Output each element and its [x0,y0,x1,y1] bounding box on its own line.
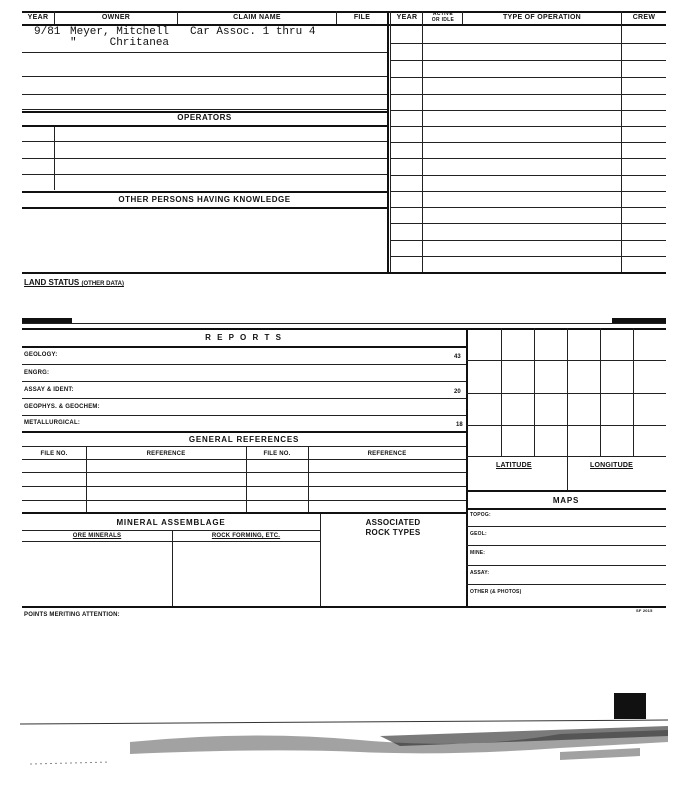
report-assay-num: 20 [454,389,461,395]
report-geology-num: 43 [454,354,461,360]
header-claim-name: CLAIM NAME [233,14,281,21]
claim-row-2-owner: " Chritanea [70,37,170,49]
land-status-label: LAND STATUS (OTHER DATA) [24,278,124,287]
claim-row-1-claim-name: Car Assoc. 1 thru 4 [190,26,316,38]
header-crew: CREW [632,14,656,21]
header-active: ACTIVE [432,11,454,17]
report-engrg: ENGRG: [24,370,50,376]
header-year: YEAR [27,14,49,21]
report-metallurgical: METALLURGICAL: [24,420,81,426]
header-file: FILE [353,14,371,21]
maps-title: MAPS [552,496,580,505]
map-geol: GEOL: [470,531,487,537]
header-op-year: YEAR [396,14,418,21]
associated-rock-types: ASSOCIATED ROCK TYPES [365,518,421,537]
bottom-section-border [22,606,666,608]
claim-row-1-year: 9/81 [34,26,61,38]
map-assay: ASSAY: [470,570,490,576]
ref-header-reference-2: REFERENCE [367,451,407,457]
reports-title: R E P O R T S [205,333,283,342]
claims-section-bottom [22,272,666,274]
other-persons-title: OTHER PERSONS HAVING KNOWLEDGE [118,195,291,204]
center-divider [387,11,389,273]
report-geology: GEOLOGY: [24,352,58,358]
form-code: SF 2015 [636,608,653,613]
report-assay: ASSAY & IDENT: [24,387,74,393]
points-meriting-attention: POINTS MERITING ATTENTION: [24,612,120,618]
operators-title: OPERATORS [177,113,232,122]
header-or-idle: OR IDLE [431,17,455,23]
map-other-photos: OTHER (& PHOTOS) [470,589,522,595]
report-geophys: GEOPHYS. & GEOCHEM: [24,404,100,410]
header-active-idle [423,11,463,23]
ref-header-reference-1: REFERENCE [146,451,186,457]
ref-header-file-no-2: FILE NO. [263,451,291,457]
general-references-title: GENERAL REFERENCES [188,435,300,444]
header-owner: OWNER [101,14,131,21]
map-topog: TOPOG: [470,512,491,518]
rock-forming-header: ROCK FORMING, ETC. [211,533,281,539]
mineral-assemblage-title: MINERAL ASSEMBLAGE [116,518,226,527]
longitude-label: LONGITUDE [590,462,634,469]
scan-noise [0,712,678,782]
report-metallurgical-num: 18 [456,422,463,428]
map-mine: MINE: [470,550,486,556]
top-border [22,11,666,13]
header-type-operation: TYPE OF OPERATION [502,14,582,21]
latitude-label: LATITUDE [496,462,532,469]
ore-minerals-header: ORE MINERALS [72,533,122,539]
ref-header-file-no-1: FILE NO. [40,451,68,457]
claim-row-1-owner: Meyer, Mitchell [70,26,170,38]
